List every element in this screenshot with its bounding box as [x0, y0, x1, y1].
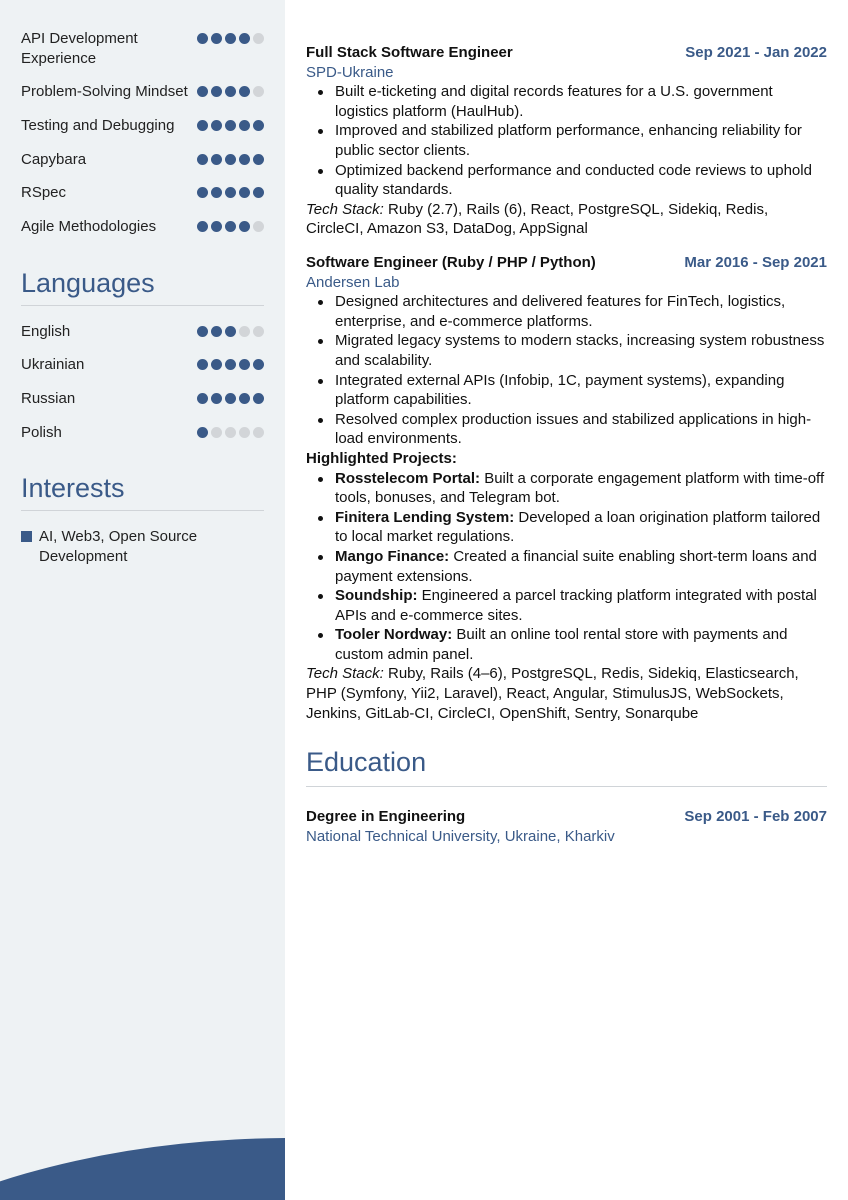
- company-name: SPD-Ukraine: [306, 63, 394, 81]
- rating-dot: [253, 393, 264, 404]
- skill-item: [21, 183, 264, 203]
- rating-dot: [197, 86, 208, 97]
- interest-text: AI, Web3, Open Source Development: [39, 528, 198, 565]
- project-item: [306, 547, 827, 586]
- rating-dot: [211, 120, 222, 131]
- rating-dot: [211, 187, 222, 198]
- highlighted-projects-heading: Highlighted Projects:: [306, 449, 457, 467]
- rating-dot: [225, 221, 236, 232]
- rating-dot: [225, 187, 236, 198]
- skill-rating: [197, 33, 264, 44]
- list-item: Built e-ticketing and digital records features for a U.S. government logistics platform (HaulHub).: [306, 82, 827, 121]
- rating-dot: [225, 326, 236, 337]
- rating-dot: [225, 33, 236, 44]
- education-entry: [306, 807, 827, 846]
- list-item: Designed architectures and delivered features for FinTech, logistics, enterprise, and e-commerce platforms.: [306, 292, 827, 331]
- interest-item: [21, 527, 264, 567]
- rating-dot: [239, 86, 250, 97]
- sidebar-wave-decoration: [0, 1138, 285, 1200]
- tech-stack-text: Ruby, Rails (4–6), PostgreSQL, Redis, Sidekiq, Elasticsearch, PHP (Symfony, Yii2, Laravel), React, Angular, StimulusJS, WebSockets, Jenkins, GitLab-CI, CircleCI, OpenShift, Sentry, Sonarqube: [306, 665, 799, 722]
- rating-dot: [211, 359, 222, 370]
- rating-dot: [197, 33, 208, 44]
- company-name: Andersen Lab: [306, 273, 400, 291]
- language-item: [21, 355, 264, 375]
- project-item: [306, 586, 827, 625]
- rating-dot: [225, 86, 236, 97]
- language-item: [21, 322, 264, 342]
- rating-dot: [197, 326, 208, 337]
- skill-name: Agile Methodologies: [21, 218, 157, 235]
- tech-stack: [306, 664, 827, 723]
- project-name: Finitera Lending System:: [335, 508, 515, 526]
- skill-item: [21, 217, 264, 237]
- rating-dot: [239, 326, 250, 337]
- rating-dot: [211, 33, 222, 44]
- responsibilities-list: [306, 82, 827, 200]
- tech-stack-label: Tech Stack:: [306, 665, 384, 683]
- rating-dot: [239, 221, 250, 232]
- school-name: National Technical University, Ukraine, Kharkiv: [306, 827, 615, 845]
- language-item: [21, 423, 264, 443]
- skill-item: [21, 150, 264, 170]
- rating-dot: [211, 154, 222, 165]
- project-name: Mango Finance:: [335, 547, 450, 565]
- sidebar: [0, 0, 285, 1200]
- experience-entry: [306, 43, 827, 239]
- rating-dot: [253, 86, 264, 97]
- skill-name: Capybara: [21, 151, 87, 168]
- rating-dot: [211, 221, 222, 232]
- rating-dot: [197, 221, 208, 232]
- language-name: Russian: [21, 390, 76, 407]
- job-title: Full Stack Software Engineer: [306, 44, 513, 61]
- projects-list: [306, 469, 827, 665]
- rating-dot: [239, 359, 250, 370]
- rating-dot: [225, 154, 236, 165]
- skill-item: [21, 29, 264, 68]
- list-item: Resolved complex production issues and stabilized applications in high-load environments.: [306, 410, 827, 449]
- rating-dot: [239, 393, 250, 404]
- project-description: Developed a loan origination platform tailored to local market regulations.: [335, 508, 821, 546]
- rating-dot: [197, 427, 208, 438]
- skill-rating: [197, 120, 264, 131]
- rating-dot: [225, 427, 236, 438]
- languages-heading: Languages: [21, 267, 264, 306]
- rating-dot: [239, 427, 250, 438]
- tech-stack-label: Tech Stack:: [306, 200, 384, 218]
- interests-heading: Interests: [21, 472, 264, 511]
- list-item: Integrated external APIs (Infobip, 1C, payment systems), expanding platform capabilities.: [306, 371, 827, 410]
- tech-stack: [306, 200, 827, 239]
- rating-dot: [225, 359, 236, 370]
- project-name: Soundship:: [335, 587, 418, 605]
- education-dates: Sep 2001 - Feb 2007: [684, 808, 827, 825]
- job-dates: Mar 2016 - Sep 2021: [684, 254, 827, 271]
- project-name: Rosstelecom Portal:: [335, 469, 481, 487]
- rating-dot: [253, 120, 264, 131]
- project-item: [306, 625, 827, 664]
- skill-rating: [197, 187, 264, 198]
- rating-dot: [211, 427, 222, 438]
- skill-name: Problem-Solving Mindset: [21, 83, 188, 100]
- skill-rating: [197, 86, 264, 97]
- skill-name: Testing and Debugging: [21, 117, 175, 134]
- language-item: [21, 389, 264, 409]
- rating-dot: [239, 120, 250, 131]
- rating-dot: [239, 187, 250, 198]
- rating-dot: [197, 393, 208, 404]
- list-item: Optimized backend performance and conducted code reviews to uphold quality standards.: [306, 161, 827, 200]
- project-name: Tooler Nordway:: [335, 626, 453, 644]
- project-description: Created a financial suite enabling short-term loans and payment extensions.: [335, 547, 817, 585]
- responsibilities-list: [306, 292, 827, 449]
- skill-item: [21, 116, 264, 136]
- rating-dot: [211, 326, 222, 337]
- list-item: Improved and stabilized platform performance, enhancing reliability for public sector clients.: [306, 121, 827, 160]
- rating-dot: [253, 187, 264, 198]
- rating-dot: [197, 359, 208, 370]
- rating-dot: [239, 154, 250, 165]
- job-dates: Sep 2021 - Jan 2022: [685, 44, 827, 61]
- project-description: Built an online tool rental store with payments and custom admin panel.: [335, 626, 788, 663]
- experience-entry: [306, 253, 827, 723]
- list-item: Migrated legacy systems to modern stacks, increasing system robustness and scalability.: [306, 331, 827, 370]
- project-item: [306, 508, 827, 547]
- rating-dot: [197, 187, 208, 198]
- rating-dot: [253, 359, 264, 370]
- language-name: Polish: [21, 424, 62, 441]
- skill-rating: [197, 221, 264, 232]
- language-rating: [197, 393, 264, 404]
- rating-dot: [253, 154, 264, 165]
- education-heading: Education: [306, 746, 827, 787]
- rating-dot: [197, 154, 208, 165]
- skill-name: RSpec: [21, 184, 67, 201]
- skill-item: [21, 82, 264, 102]
- rating-dot: [253, 33, 264, 44]
- rating-dot: [211, 393, 222, 404]
- project-description: Engineered a parcel tracking platform integrated with postal APIs and e-commerce sites.: [335, 587, 817, 624]
- rating-dot: [253, 326, 264, 337]
- job-title: Software Engineer (Ruby / PHP / Python): [306, 254, 596, 271]
- rating-dot: [253, 427, 264, 438]
- language-rating: [197, 359, 264, 370]
- language-rating: [197, 427, 264, 438]
- project-item: [306, 469, 827, 508]
- rating-dot: [225, 120, 236, 131]
- rating-dot: [253, 221, 264, 232]
- skill-name: API Development Experience: [21, 30, 138, 67]
- rating-dot: [239, 33, 250, 44]
- project-description: Built a corporate engagement platform with time-off tools, bonuses, and Telegram bot.: [335, 469, 825, 507]
- degree-title: Degree in Engineering: [306, 808, 466, 825]
- language-rating: [197, 326, 264, 337]
- skill-rating: [197, 154, 264, 165]
- rating-dot: [211, 86, 222, 97]
- tech-stack-text: Ruby (2.7), Rails (6), React, PostgreSQL, Sidekiq, Redis, CircleCI, Amazon S3, DataDog, AppSignal: [306, 200, 769, 238]
- language-name: English: [21, 323, 71, 340]
- language-name: Ukrainian: [21, 356, 85, 373]
- rating-dot: [225, 393, 236, 404]
- rating-dot: [197, 120, 208, 131]
- square-bullet-icon: [21, 531, 32, 542]
